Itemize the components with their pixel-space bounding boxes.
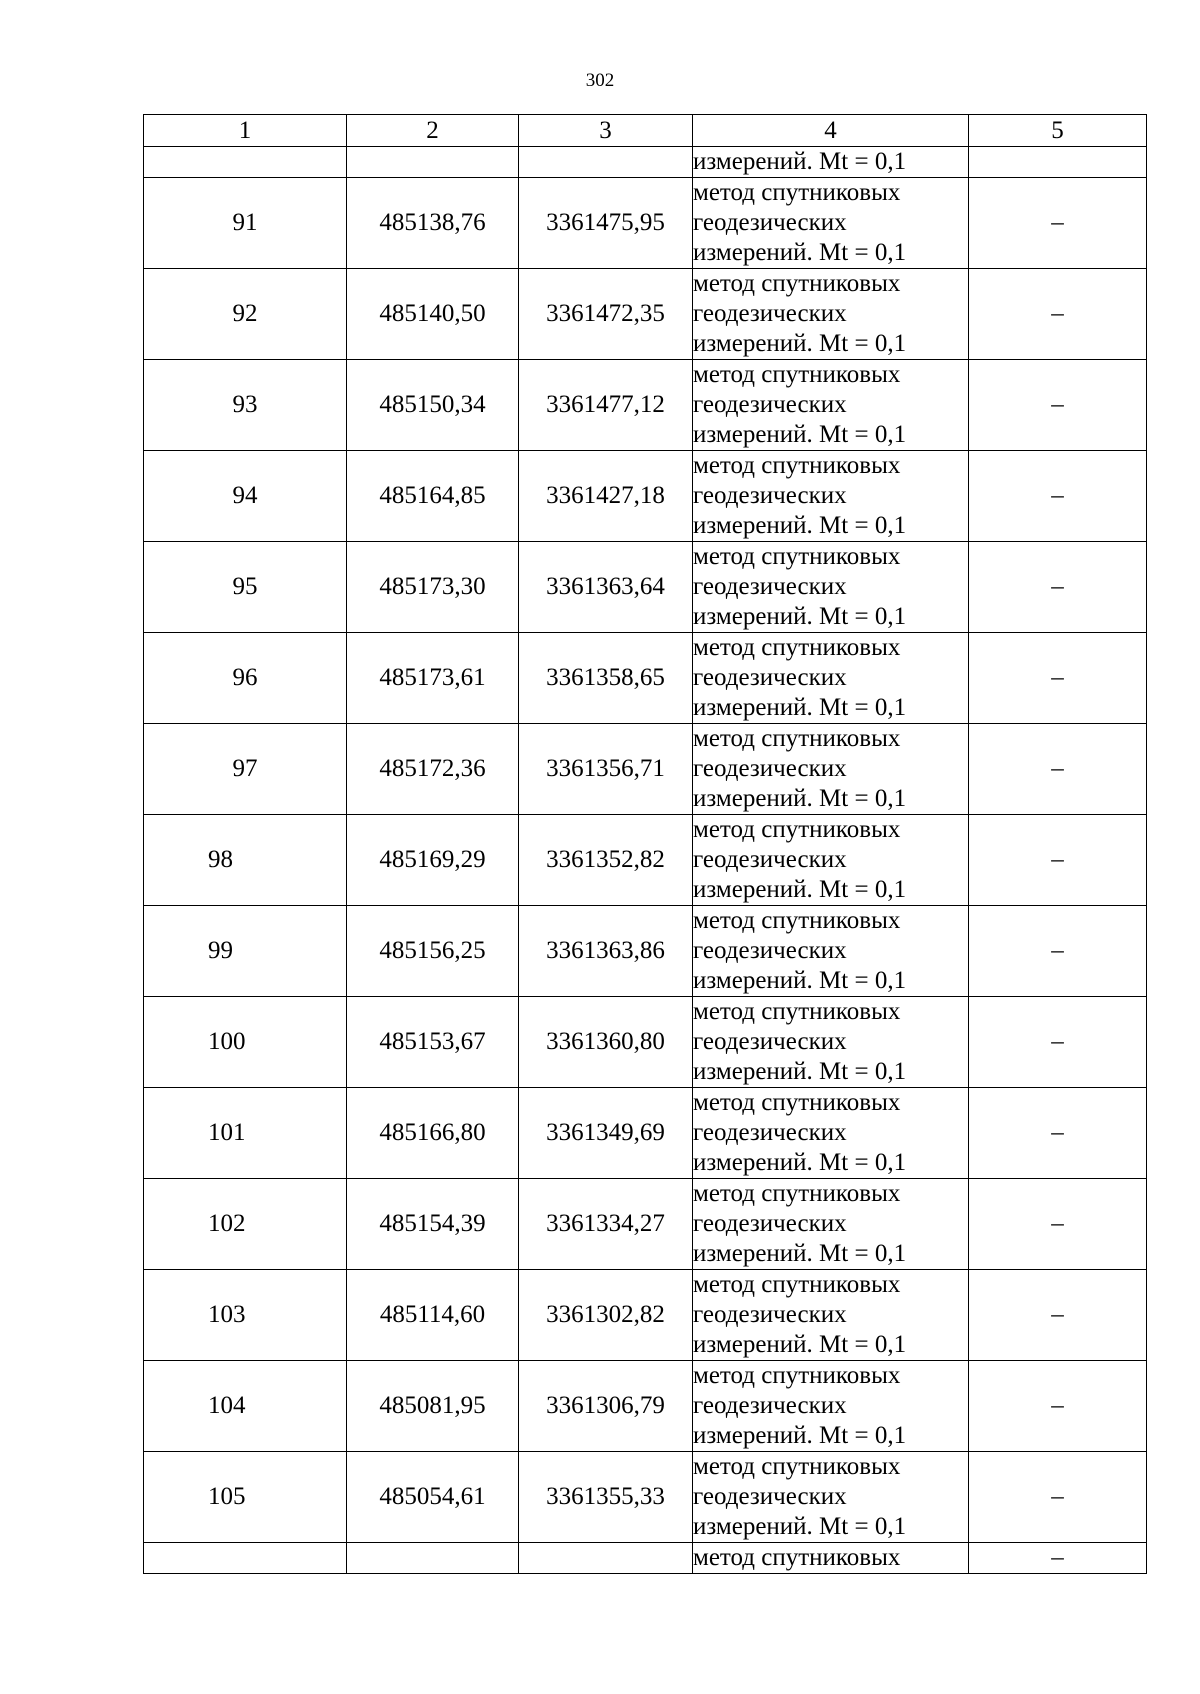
point-number-cell: 94 (144, 451, 347, 542)
column-number: 1 (144, 115, 347, 147)
note-cell: – (969, 1361, 1147, 1452)
table-row (144, 1361, 1147, 1452)
note-cell: – (969, 997, 1147, 1088)
table-row (144, 1179, 1147, 1270)
note-cell: – (969, 1270, 1147, 1361)
x-coordinate-cell: 485153,67 (347, 997, 519, 1088)
method-cell: метод спутниковых геодезических измерений. Mt = 0,1 (693, 724, 969, 815)
point-number-cell: 98 (144, 815, 347, 906)
point-number-cell: 105 (144, 1452, 347, 1543)
x-coordinate-cell: 485173,30 (347, 542, 519, 633)
x-coordinate-cell: 485054,61 (347, 1452, 519, 1543)
method-cell: метод спутниковых (693, 1543, 969, 1574)
table-row (144, 1270, 1147, 1361)
note-cell: – (969, 1179, 1147, 1270)
note-cell: – (969, 1543, 1147, 1574)
note-cell: – (969, 269, 1147, 360)
x-coordinate-cell: 485173,61 (347, 633, 519, 724)
table-row (144, 906, 1147, 997)
page-number: 302 (585, 70, 615, 91)
x-coordinate-cell: 485081,95 (347, 1361, 519, 1452)
table-row (144, 815, 1147, 906)
note-cell: – (969, 633, 1147, 724)
note-cell: – (969, 906, 1147, 997)
coordinates-table (143, 114, 1147, 1574)
point-number-cell: 97 (144, 724, 347, 815)
empty-cell (347, 1543, 519, 1574)
point-number-cell: 102 (144, 1179, 347, 1270)
table-row (144, 997, 1147, 1088)
column-number: 3 (519, 115, 693, 147)
y-coordinate-cell: 3361360,80 (519, 997, 693, 1088)
point-number-cell: 92 (144, 269, 347, 360)
y-coordinate-cell: 3361355,33 (519, 1452, 693, 1543)
table-row (144, 269, 1147, 360)
table-row (144, 542, 1147, 633)
method-cell: метод спутниковых геодезических измерений. Mt = 0,1 (693, 451, 969, 542)
note-cell: – (969, 724, 1147, 815)
point-number-cell: 95 (144, 542, 347, 633)
continued-row-top (144, 147, 1147, 178)
continued-row-bottom (144, 1543, 1147, 1574)
point-number-cell: 93 (144, 360, 347, 451)
y-coordinate-cell: 3361349,69 (519, 1088, 693, 1179)
method-cell: метод спутниковых геодезических измерений. Mt = 0,1 (693, 360, 969, 451)
note-cell: – (969, 451, 1147, 542)
y-coordinate-cell: 3361472,35 (519, 269, 693, 360)
point-number-cell: 96 (144, 633, 347, 724)
table-row (144, 178, 1147, 269)
point-number-cell: 101 (144, 1088, 347, 1179)
x-coordinate-cell: 485169,29 (347, 815, 519, 906)
table-row (144, 451, 1147, 542)
empty-cell (519, 147, 693, 178)
column-number: 2 (347, 115, 519, 147)
table-row (144, 724, 1147, 815)
method-cell: метод спутниковых геодезических измерений. Mt = 0,1 (693, 1179, 969, 1270)
method-cell: метод спутниковых геодезических измерений. Mt = 0,1 (693, 1452, 969, 1543)
y-coordinate-cell: 3361363,86 (519, 906, 693, 997)
method-cell: метод спутниковых геодезических измерений. Mt = 0,1 (693, 542, 969, 633)
method-cell: метод спутниковых геодезических измерений. Mt = 0,1 (693, 1361, 969, 1452)
note-cell: – (969, 1452, 1147, 1543)
x-coordinate-cell: 485150,34 (347, 360, 519, 451)
x-coordinate-cell: 485138,76 (347, 178, 519, 269)
y-coordinate-cell: 3361352,82 (519, 815, 693, 906)
point-number-cell: 100 (144, 997, 347, 1088)
empty-cell (969, 147, 1147, 178)
x-coordinate-cell: 485166,80 (347, 1088, 519, 1179)
note-cell: – (969, 815, 1147, 906)
table-row (144, 633, 1147, 724)
y-coordinate-cell: 3361302,82 (519, 1270, 693, 1361)
x-coordinate-cell: 485140,50 (347, 269, 519, 360)
y-coordinate-cell: 3361358,65 (519, 633, 693, 724)
y-coordinate-cell: 3361363,64 (519, 542, 693, 633)
method-cell: метод спутниковых геодезических измерений. Mt = 0,1 (693, 178, 969, 269)
x-coordinate-cell: 485164,85 (347, 451, 519, 542)
y-coordinate-cell: 3361334,27 (519, 1179, 693, 1270)
y-coordinate-cell: 3361306,79 (519, 1361, 693, 1452)
x-coordinate-cell: 485154,39 (347, 1179, 519, 1270)
table-row (144, 1088, 1147, 1179)
y-coordinate-cell: 3361356,71 (519, 724, 693, 815)
column-number: 5 (969, 115, 1147, 147)
method-cell: метод спутниковых геодезических измерений. Mt = 0,1 (693, 906, 969, 997)
x-coordinate-cell: 485172,36 (347, 724, 519, 815)
note-cell: – (969, 360, 1147, 451)
y-coordinate-cell: 3361427,18 (519, 451, 693, 542)
method-cell: метод спутниковых геодезических измерений. Mt = 0,1 (693, 633, 969, 724)
note-cell: – (969, 178, 1147, 269)
method-cell: метод спутниковых геодезических измерений. Mt = 0,1 (693, 1088, 969, 1179)
table-row (144, 360, 1147, 451)
point-number-cell: 91 (144, 178, 347, 269)
x-coordinate-cell: 485156,25 (347, 906, 519, 997)
x-coordinate-cell: 485114,60 (347, 1270, 519, 1361)
method-cell: метод спутниковых геодезических измерений. Mt = 0,1 (693, 269, 969, 360)
method-cell: метод спутниковых геодезических измерений. Mt = 0,1 (693, 815, 969, 906)
column-number: 4 (693, 115, 969, 147)
note-cell: – (969, 542, 1147, 633)
column-number-row (144, 115, 1147, 147)
empty-cell (519, 1543, 693, 1574)
point-number-cell: 99 (144, 906, 347, 997)
note-cell: – (969, 1088, 1147, 1179)
y-coordinate-cell: 3361477,12 (519, 360, 693, 451)
method-cell: метод спутниковых геодезических измерений. Mt = 0,1 (693, 1270, 969, 1361)
y-coordinate-cell: 3361475,95 (519, 178, 693, 269)
method-cell: измерений. Mt = 0,1 (693, 147, 969, 178)
table-row (144, 1452, 1147, 1543)
point-number-cell: 104 (144, 1361, 347, 1452)
point-number-cell: 103 (144, 1270, 347, 1361)
empty-cell (144, 147, 347, 178)
method-cell: метод спутниковых геодезических измерений. Mt = 0,1 (693, 997, 969, 1088)
empty-cell (347, 147, 519, 178)
empty-cell (144, 1543, 347, 1574)
